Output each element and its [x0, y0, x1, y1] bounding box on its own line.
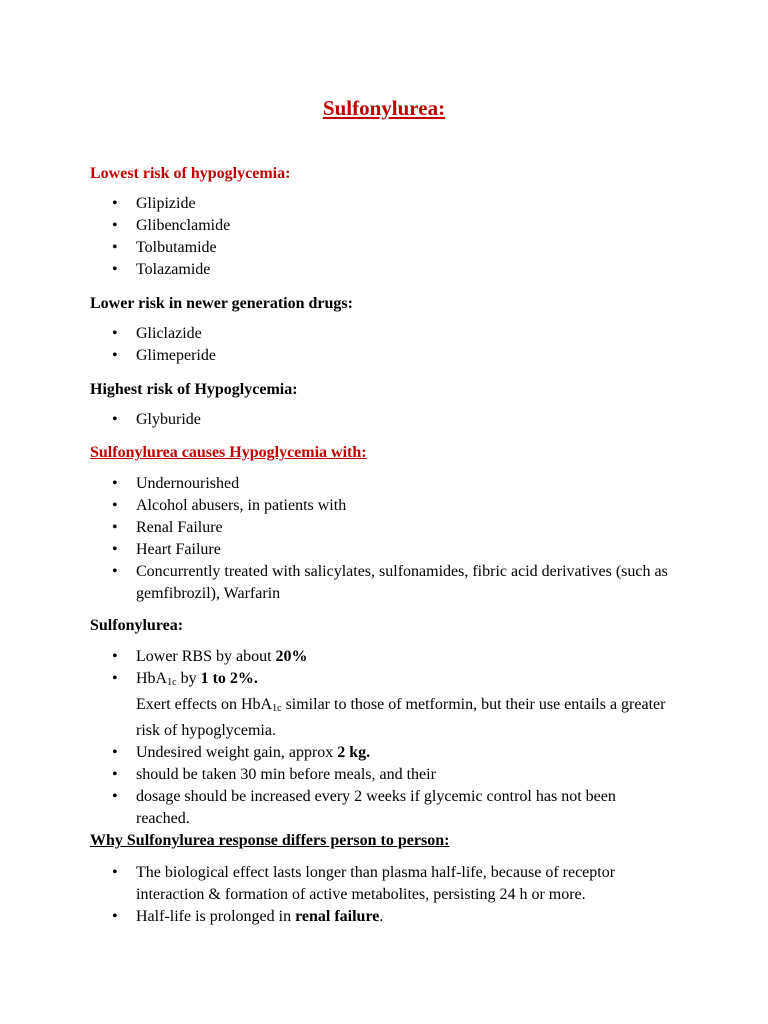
bullet-icon: • — [112, 411, 118, 428]
list-item: • Heart Failure — [0, 539, 768, 561]
bullet-icon: • — [112, 261, 118, 278]
list-why-differs — [0, 862, 768, 928]
list-item: • Undernourished — [0, 473, 768, 495]
list-item: • Lower RBS by about 20% — [0, 646, 768, 668]
list-item: • HbA$_{1c}$ by 1 to 2%. Exert effects on HbA$_{1c}$ similar to those of metformin, but their use entails a greater risk of hypoglycemia. — [112, 670, 666, 739]
list-highest-risk — [0, 409, 768, 431]
list-item: • Half-life is prolonged in renal failure. — [0, 906, 768, 928]
heading-why-differs: Why Sulfonylurea response differs person to person: — [90, 832, 450, 849]
bullet-icon: • — [112, 497, 118, 514]
list-lower-risk — [0, 323, 768, 367]
list-item: • Tolazamide — [0, 259, 768, 281]
list-item: • Undesired weight gain, approx 2 kg. — [0, 742, 768, 764]
list-lowest-risk — [0, 193, 768, 281]
bullet-icon: • — [112, 563, 118, 580]
bullet-icon: • — [112, 908, 118, 925]
list-item: • Concurrently treated with salicylates, sulfonamides, fibric acid derivatives (such as gemfibrozil), Warfarin — [112, 563, 668, 602]
page-title: Sulfonylurea: — [322, 96, 446, 120]
list-item: • Gliclazide — [0, 323, 768, 345]
heading-highest-risk: Highest risk of Hypoglycemia: — [90, 381, 298, 398]
bullet-icon: • — [112, 541, 118, 558]
list-item: • Glimeperide — [0, 345, 768, 367]
bullet-icon: • — [112, 744, 118, 761]
heading-lowest-risk: Lowest risk of hypoglycemia: — [90, 165, 291, 182]
list-item: • Renal Failure — [0, 517, 768, 539]
bullet-icon: • — [112, 648, 118, 665]
bullet-icon: • — [112, 519, 118, 536]
bullet-icon: • — [112, 475, 118, 492]
heading-lower-risk: Lower risk in newer generation drugs: — [90, 295, 353, 312]
heading-causes: Sulfonylurea causes Hypoglycemia with: — [90, 444, 367, 461]
list-item: • dosage should be increased every 2 weeks if glycemic control has not been reached. — [112, 788, 616, 827]
bullet-icon: • — [112, 788, 118, 805]
bullet-icon: • — [112, 217, 118, 234]
bullet-icon: • — [112, 347, 118, 364]
bullet-icon: • — [112, 239, 118, 256]
bullet-icon: • — [112, 670, 118, 687]
list-item: • Glyburide — [0, 409, 768, 431]
list-effects — [0, 646, 768, 830]
list-item: • Glipizide — [0, 193, 768, 215]
bullet-icon: • — [112, 325, 118, 342]
list-item: • Alcohol abusers, in patients with — [0, 495, 768, 517]
list-item: • The biological effect lasts longer than plasma half-life, because of receptor interaction & formation of active metabolites, persisting 24 h or more. — [112, 864, 616, 903]
list-item: • Tolbutamide — [0, 237, 768, 259]
bullet-icon: • — [112, 864, 118, 881]
list-item: • Glibenclamide — [0, 215, 768, 237]
heading-sulfonylurea-effects: Sulfonylurea: — [90, 617, 184, 634]
list-causes — [0, 473, 768, 605]
list-item: • should be taken 30 min before meals, and their — [0, 764, 768, 786]
bullet-icon: • — [112, 766, 118, 783]
bullet-icon: • — [112, 195, 118, 212]
